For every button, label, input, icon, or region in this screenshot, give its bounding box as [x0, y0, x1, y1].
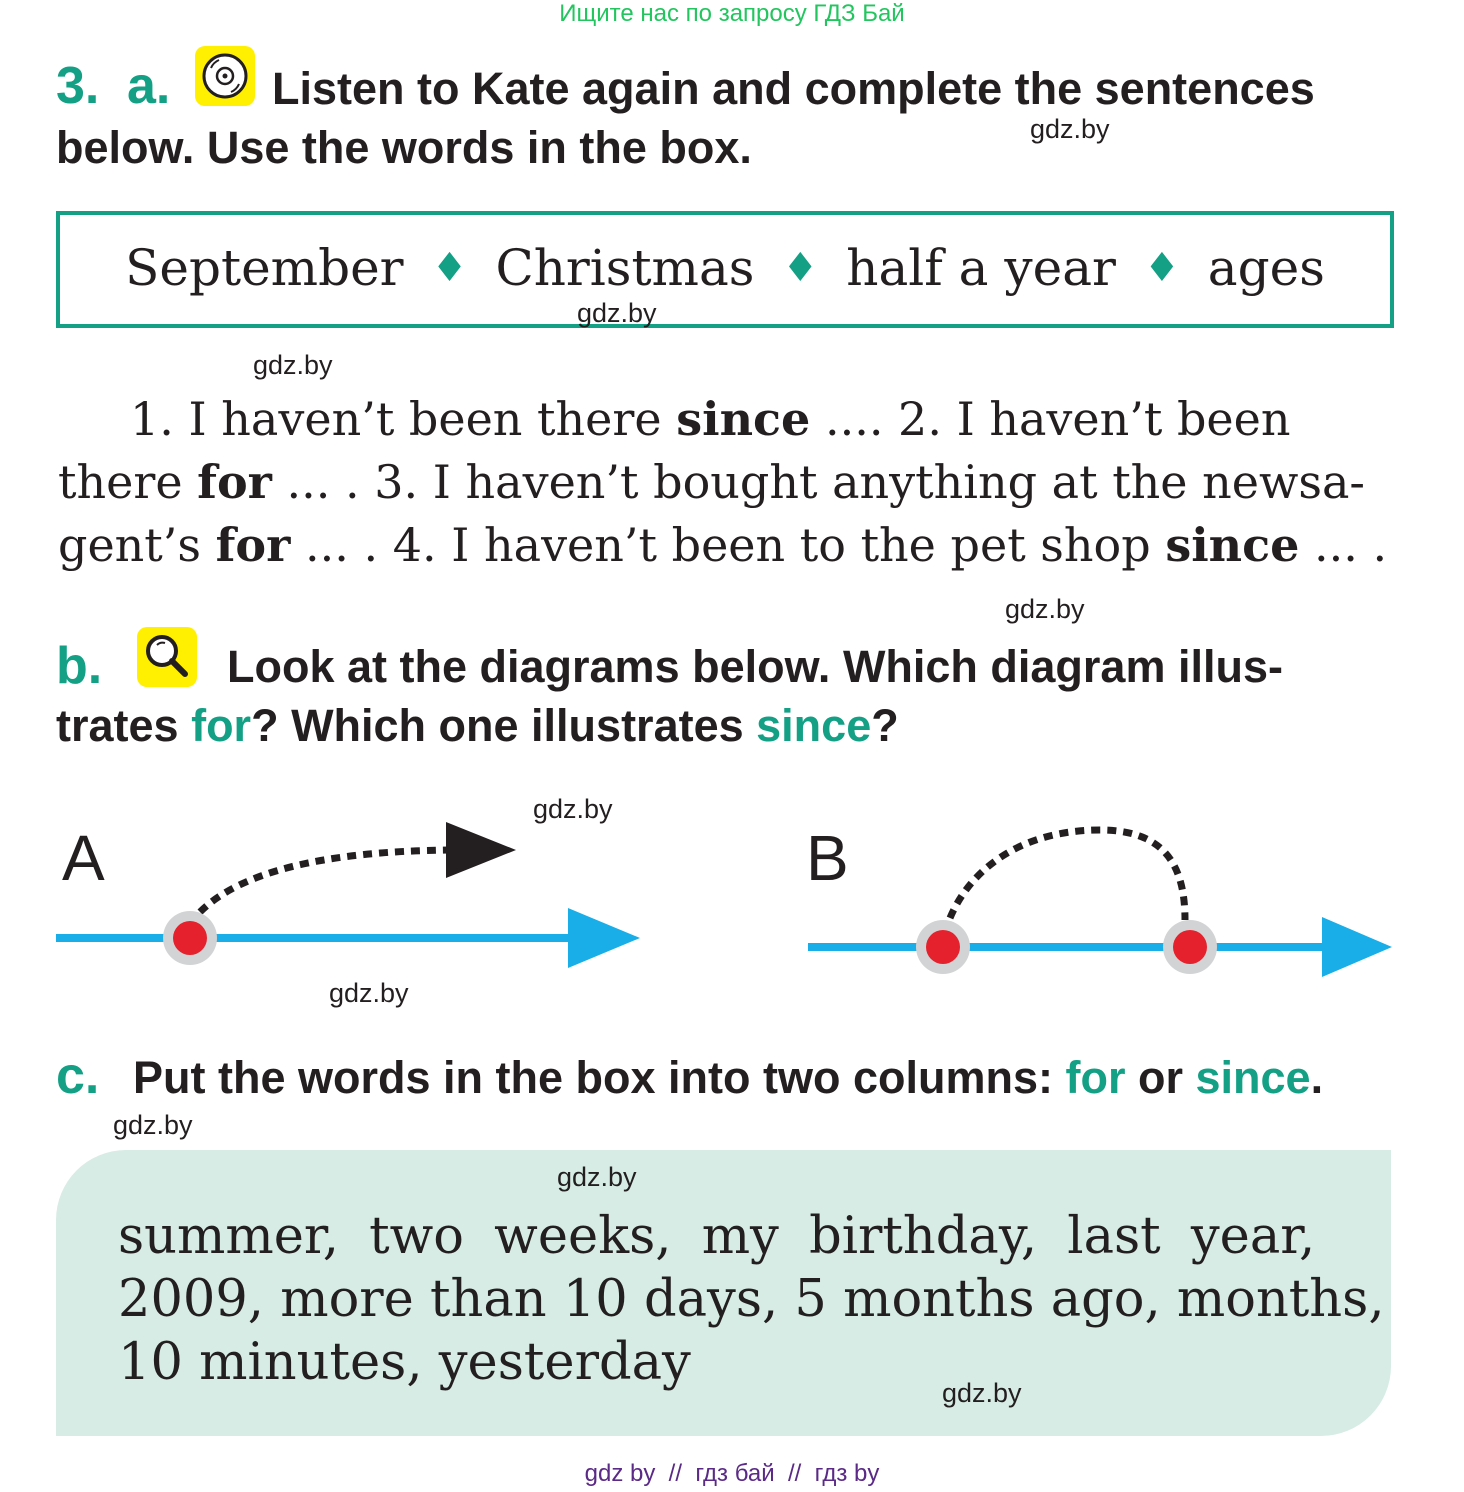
words-line: summer, two weeks, my birthday, last year,: [118, 1207, 1316, 1266]
part-b-instruction-line1: Look at the diagrams below. Which diagram illus-: [227, 641, 1283, 692]
diagram-b-label: B: [806, 822, 849, 894]
point: [1173, 930, 1207, 964]
words-list: [118, 1205, 1385, 1394]
part-a-label: a.: [127, 57, 171, 115]
watermark: gdz.by: [577, 298, 657, 328]
diamond-icon: ♦: [431, 245, 468, 291]
words-line: 2009, more than 10 days, 5 months ago, months,: [118, 1270, 1385, 1329]
point: [173, 921, 207, 955]
diagram-b: [800, 800, 1400, 990]
sentence-line: there for ... . 3. I haven’t bought anything at the newsa-: [58, 455, 1365, 509]
timeline-arrowhead: [1322, 917, 1392, 977]
dotted-arc: [200, 850, 450, 912]
box-word: Christmas: [495, 239, 755, 297]
watermark: gdz.by: [557, 1162, 637, 1192]
part-c-instruction: Put the words in the box into two columns: for or since.: [133, 1052, 1324, 1103]
exercise-number: 3.: [56, 57, 100, 115]
watermark: gdz.by: [113, 1110, 193, 1140]
watermark: gdz.by: [253, 350, 333, 380]
diamond-icon: ♦: [782, 245, 819, 291]
sentence-line: 1. I haven’t been there since .... 2. I haven’t been: [130, 392, 1291, 446]
box-word: September: [125, 239, 404, 297]
top-banner: Ищите нас по запросу ГДЗ Бай: [559, 0, 905, 27]
sentence-line: gent’s for ... . 4. I haven’t been to the pet shop since ... .: [58, 518, 1388, 572]
part-a-instruction-line2: below. Use the words in the box.: [56, 122, 752, 173]
part-a-instruction-line1: Listen to Kate again and complete the sentences: [272, 63, 1315, 114]
watermark: gdz.by: [329, 978, 409, 1008]
part-c-label: c.: [56, 1047, 100, 1105]
diagram-a: [50, 800, 650, 990]
part-b-instruction-line2: trates for? Which one illustrates since?: [56, 700, 899, 751]
watermark: gdz.by: [533, 794, 613, 824]
word-box: [56, 211, 1394, 328]
box-word: ages: [1207, 239, 1325, 297]
watermark: gdz.by: [1005, 594, 1085, 624]
diagram-a-label: A: [62, 822, 105, 894]
bottom-banner: gdz by // гдз бай // гдз by: [584, 1460, 880, 1487]
point: [926, 930, 960, 964]
cd-icon[interactable]: [195, 46, 255, 106]
diamond-icon: ♦: [1143, 245, 1180, 291]
watermark: gdz.by: [942, 1378, 1022, 1408]
box-word: half a year: [846, 239, 1116, 297]
magnifier-icon[interactable]: [137, 627, 197, 687]
arc-arrowhead: [446, 822, 516, 878]
timeline-arrowhead: [568, 908, 640, 968]
words-line: 10 minutes, yesterday: [118, 1333, 691, 1392]
part-b-label: b.: [56, 637, 103, 695]
sentences: [58, 388, 1390, 577]
watermark: gdz.by: [1030, 114, 1110, 144]
dotted-arc: [950, 830, 1185, 920]
